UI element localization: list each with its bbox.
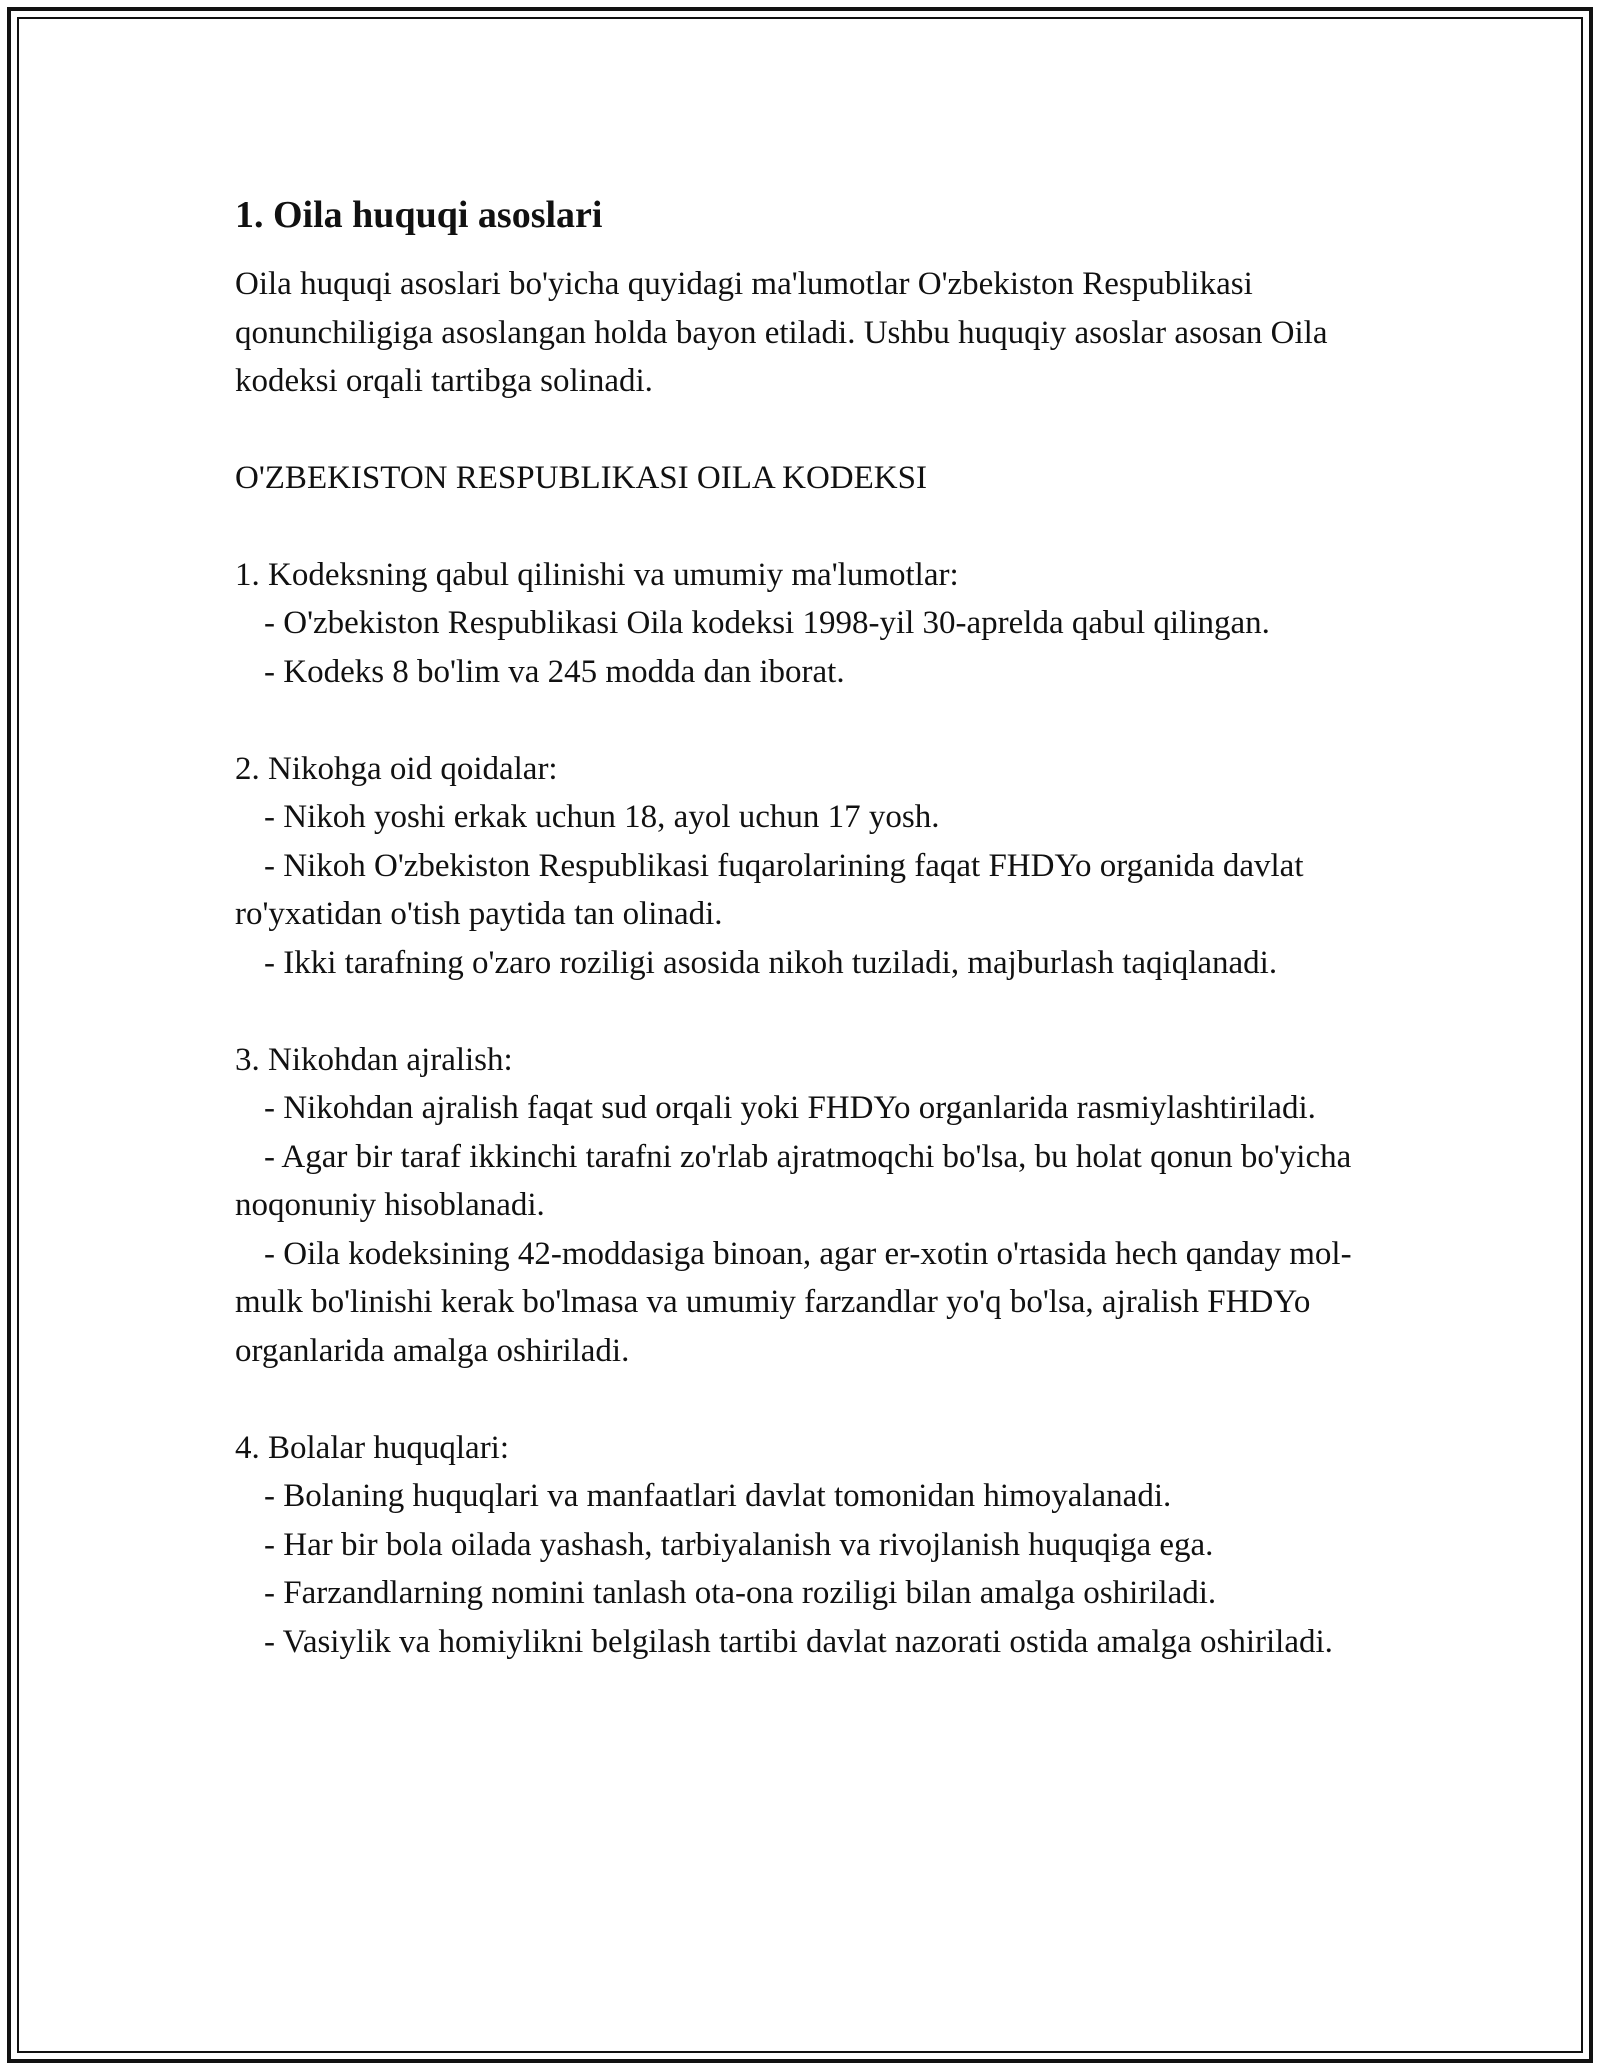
section-heading: 1. Oila huquqi asoslari [235, 194, 603, 236]
section-title: 3. Nikohdan ajralish: [235, 1041, 513, 1078]
section-title: 4. Bolalar huquqlari: [235, 1429, 510, 1466]
section-title: 1. Kodeksning qabul qilinishi va umumiy ma'lumotlar: [235, 556, 959, 593]
section-children-rights [235, 1424, 1385, 1667]
list-item: - Agar bir taraf ikkinchi tarafni zo'rlab ajratmoqchi bo'lsa, bu holat qonun bo'yicha noqonuniy hisoblanadi. [235, 1138, 1352, 1223]
intro-paragraph: Oila huquqi asoslari bo'yicha quyidagi ma'lumotlar O'zbekiston Respublikasi qonunchiligiga asoslangan holda bayon etiladi. Ushbu huquqiy asoslar asosan Oila kodeksi orqali tartibga solinadi. [235, 266, 1328, 399]
list-item: - Har bir bola oilada yashash, tarbiyalanish va rivojlanish huquqiga ega. [264, 1526, 1214, 1563]
list-item: - Farzandlarning nomini tanlash ota-ona roziligi bilan amalga oshiriladi. [264, 1575, 1217, 1611]
document-title: O'ZBEKISTON RESPUBLIKASI OILA KODEKSI [235, 459, 927, 496]
list-item: - Bolaning huquqlari va manfaatlari davlat tomonidan himoyalanadi. [264, 1478, 1172, 1514]
section-divorce [235, 1036, 1385, 1376]
list-item: - Nikoh O'zbekiston Respublikasi fuqarolarining faqat FHDYo organida davlat ro'yxatidan o'tish paytida tan olinadi. [235, 847, 1304, 932]
list-item: - Nikoh yoshi erkak uchun 18, ayol uchun 17 yosh. [264, 799, 940, 835]
section-adoption [235, 551, 1385, 697]
section-marriage-rules [235, 745, 1385, 988]
list-item: - Kodeks 8 bo'lim va 245 modda dan iborat. [264, 653, 845, 690]
document-body [235, 190, 1385, 1666]
list-item: - Oila kodeksining 42-moddasiga binoan, agar er-xotin o'rtasida hech qanday mol-mulk bo'linishi kerak bo'lmasa va umumiy farzandlar yo'q bo'lsa, ajralish FHDYo organlarida amalga oshiriladi. [235, 1235, 1352, 1369]
section-title: 2. Nikohga oid qoidalar: [235, 750, 558, 787]
list-item: - Nikohdan ajralish faqat sud orqali yoki FHDYo organlarida rasmiylashtiriladi. [264, 1090, 1316, 1126]
list-item: - Ikki tarafning o'zaro roziligi asosida nikoh tuziladi, majburlash taqiqlanadi. [264, 944, 1278, 981]
list-item: - Vasiylik va homiylikni belgilash tartibi davlat nazorati ostida amalga oshiriladi. [264, 1623, 1333, 1660]
list-item: - O'zbekiston Respublikasi Oila kodeksi 1998-yil 30-aprelda qabul qilingan. [264, 605, 1270, 641]
